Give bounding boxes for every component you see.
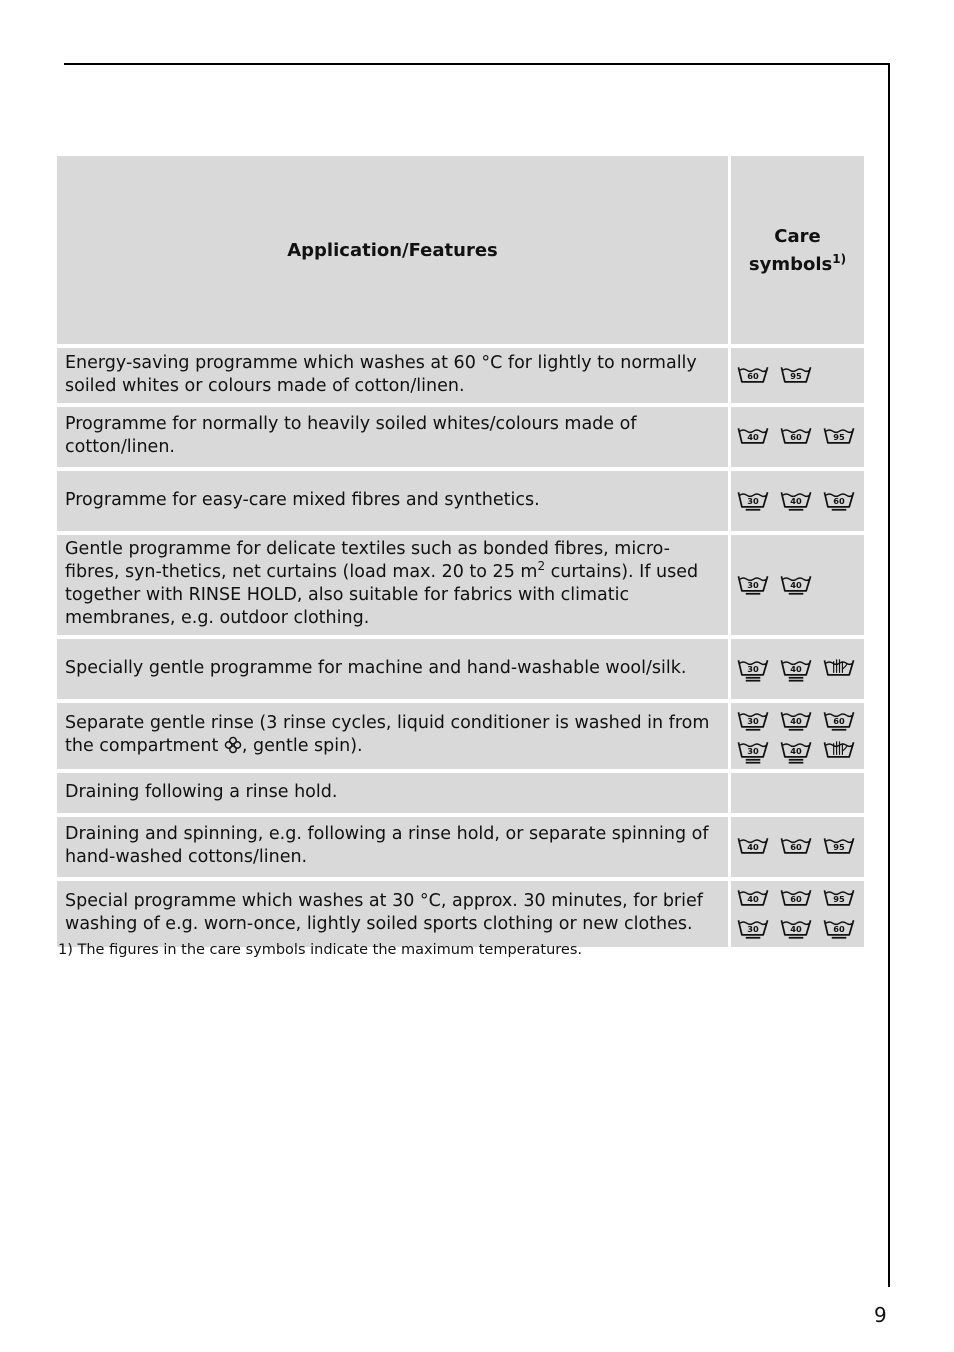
svg-text:60: 60 [833, 716, 845, 727]
care-symbol-row [737, 887, 864, 913]
svg-text:30: 30 [747, 664, 759, 675]
wash-tub-icon [823, 835, 856, 861]
wash-tub-icon [780, 887, 813, 913]
right-rule [888, 63, 890, 1287]
svg-text:60: 60 [790, 894, 802, 905]
wash-tub-icon [780, 657, 813, 683]
page-number: 9 [874, 1303, 887, 1327]
row-text: Energy-saving programme which washes at 60 °C for lightly to normally soiled whites or colours made of cotton/linen. [57, 348, 731, 407]
svg-text:30: 30 [747, 716, 759, 727]
svg-text:95: 95 [833, 842, 845, 853]
wash-tub-icon [780, 835, 813, 861]
wash-tub-icon [780, 709, 813, 735]
footnote: 1) The figures in the care symbols indicate the maximum temperatures. [58, 942, 583, 958]
wash-tub-icon [823, 917, 856, 943]
svg-text:40: 40 [790, 580, 802, 591]
row-care-symbols [731, 471, 864, 535]
care-symbol-row [737, 364, 864, 390]
wash-tub-icon [780, 364, 813, 390]
svg-text:30: 30 [747, 496, 759, 507]
wash-tub-icon [737, 425, 770, 451]
header-care-line2: symbols [748, 253, 833, 275]
table-row [57, 703, 864, 773]
care-symbol-row [737, 709, 864, 735]
table-row [57, 881, 864, 951]
wash-tub-icon [823, 709, 856, 735]
hand-wash-icon [823, 739, 856, 765]
row-text: Programme for normally to heavily soiled whites/colours made of cotton/linen. [57, 407, 731, 471]
care-symbol-row [737, 425, 864, 451]
header-care-symbols [731, 156, 864, 348]
svg-text:40: 40 [747, 432, 759, 443]
svg-text:30: 30 [747, 924, 759, 935]
wash-tub-icon [780, 489, 813, 515]
svg-text:60: 60 [790, 432, 802, 443]
superscript: 2 [537, 559, 546, 574]
row-text: Specially gentle programme for machine and hand-washable wool/silk. [57, 639, 731, 703]
row-text [57, 535, 731, 639]
care-symbol-row [737, 573, 864, 599]
table-row [57, 639, 864, 703]
hand-wash-icon [823, 657, 856, 683]
wash-tub-icon [737, 657, 770, 683]
svg-text:60: 60 [747, 370, 759, 381]
row-care-symbols [731, 703, 864, 773]
svg-text:30: 30 [747, 580, 759, 591]
row-care-symbols [731, 639, 864, 703]
wash-tub-icon [823, 489, 856, 515]
flower-icon [224, 736, 242, 754]
row-care-symbols [731, 881, 864, 951]
header-care-line1: Care [774, 225, 821, 247]
wash-tub-icon [737, 739, 770, 765]
wash-tub-icon [737, 887, 770, 913]
svg-text:40: 40 [790, 746, 802, 757]
svg-text:40: 40 [790, 716, 802, 727]
wash-tub-icon [780, 917, 813, 943]
row-care-symbols [731, 535, 864, 639]
wash-tub-icon [737, 917, 770, 943]
row-care-symbols [731, 817, 864, 881]
table-row [57, 348, 864, 407]
row-text-part: curtains). If used together with RINSE HOLD, also suitable for fabrics with climatic membranes, e.g. outdoor clothing. [65, 562, 699, 628]
svg-text:60: 60 [790, 842, 802, 853]
svg-text:30: 30 [747, 746, 759, 757]
care-symbol-row [737, 917, 864, 943]
header-care-note: 1) [832, 251, 847, 266]
table-row [57, 817, 864, 881]
svg-text:40: 40 [747, 894, 759, 905]
row-text-part: Gentle programme for delicate textiles such as bonded fibres, micro-fibres, syn-thetics, net curtains (load max. 20 to 25 m [65, 539, 670, 582]
care-symbol-row [737, 657, 864, 683]
wash-tub-icon [737, 835, 770, 861]
top-rule [64, 63, 890, 65]
row-text: Programme for easy-care mixed fibres and synthetics. [57, 471, 731, 535]
row-care-symbols [731, 348, 864, 407]
svg-text:60: 60 [833, 924, 845, 935]
care-symbol-row [737, 489, 864, 515]
wash-tub-icon [737, 573, 770, 599]
wash-tub-icon [780, 425, 813, 451]
svg-text:40: 40 [790, 924, 802, 935]
wash-tub-icon [780, 739, 813, 765]
programme-table [57, 156, 864, 951]
header-features: Application/Features [57, 156, 731, 348]
row-text [57, 703, 731, 773]
table-row [57, 407, 864, 471]
table-row [57, 535, 864, 639]
svg-text:95: 95 [833, 432, 845, 443]
table-row [57, 773, 864, 817]
table-header-row [57, 156, 864, 348]
row-text-part: , gentle spin). [241, 736, 363, 756]
row-text: Special programme which washes at 30 °C, approx. 30 minutes, for brief washing of e.g. worn-once, lightly soiled sports clothing or new clothes. [57, 881, 731, 951]
wash-tub-icon [737, 709, 770, 735]
row-care-symbols [731, 773, 864, 817]
wash-tub-icon [737, 364, 770, 390]
row-care-symbols [731, 407, 864, 471]
wash-tub-icon [823, 425, 856, 451]
svg-text:40: 40 [790, 496, 802, 507]
care-symbol-row [737, 739, 864, 765]
svg-text:40: 40 [747, 842, 759, 853]
table-row [57, 471, 864, 535]
wash-tub-icon [780, 573, 813, 599]
row-text-part: Separate gentle rinse (3 rinse cycles, liquid conditioner is washed in from the compartment [65, 713, 710, 756]
care-symbol-row [737, 835, 864, 861]
row-text: Draining following a rinse hold. [57, 773, 731, 817]
svg-text:95: 95 [833, 894, 845, 905]
svg-text:60: 60 [833, 496, 845, 507]
svg-text:95: 95 [790, 370, 802, 381]
svg-text:40: 40 [790, 664, 802, 675]
wash-tub-icon [823, 887, 856, 913]
wash-tub-icon [737, 489, 770, 515]
row-text: Draining and spinning, e.g. following a rinse hold, or separate spinning of hand-washed cottons/linen. [57, 817, 731, 881]
